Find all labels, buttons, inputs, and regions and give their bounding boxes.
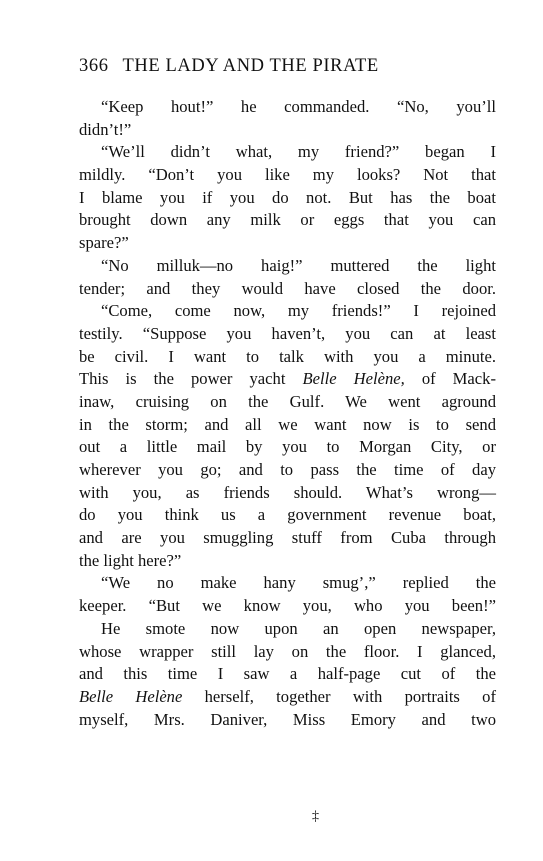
running-title: THE LADY AND THE PIRATE bbox=[122, 56, 379, 76]
text-line: “Keep hout!” he commanded. “No, you’ll bbox=[101, 97, 496, 116]
text-line: with you, as friends should. What’s wrong— bbox=[79, 482, 496, 502]
text-line: I blame you if you do not. But has the boat bbox=[79, 187, 496, 207]
text-line: and this time I saw a half-page cut of the bbox=[79, 664, 496, 684]
text-segment: herself, together with portraits of bbox=[182, 686, 496, 706]
text-line: “Come, come now, my friends!” I rejoined bbox=[101, 301, 496, 321]
text-line: testily. “Suppose you haven’t, you can at least bbox=[79, 323, 496, 343]
text-line bbox=[79, 686, 496, 709]
text-segment: This is the power yacht bbox=[79, 369, 303, 389]
text-line: “No milluk—no haig!” muttered the light bbox=[101, 255, 496, 275]
yacht-name: Belle Helène bbox=[79, 686, 183, 706]
text-line: out a little mail by you to Morgan City, or bbox=[79, 437, 496, 457]
text-line: didn’t!” bbox=[79, 119, 132, 139]
text-line: wherever you go; and to pass the time of day bbox=[79, 460, 496, 479]
text-line: brought down any milk or eggs that you can bbox=[79, 210, 496, 230]
text-line: He smote now upon an open newspaper, bbox=[101, 618, 496, 638]
text-line: spare?” bbox=[79, 233, 129, 253]
text-segment: of Mack- bbox=[404, 369, 496, 389]
text-line: and are you smuggling stuff from Cuba through bbox=[79, 528, 496, 548]
text-line: in the storm; and all we want now is to send bbox=[79, 414, 496, 434]
text-line: do you think us a government revenue boat, bbox=[79, 505, 496, 525]
text-line: keeper. “But we know you, who you been!” bbox=[79, 596, 496, 616]
text-line: myself, Mrs. Daniver, Miss Emory and two bbox=[79, 709, 496, 729]
text-line: “We’ll didn’t what, my friend?” began I bbox=[101, 142, 496, 162]
text-line: tender; and they would have closed the door. bbox=[79, 278, 496, 298]
signature-mark: ‡ bbox=[312, 809, 319, 824]
text-line: whose wrapper still lay on the floor. I glanced, bbox=[79, 641, 496, 661]
yacht-name: Belle Helène, bbox=[302, 369, 405, 389]
text-line: be civil. I want to talk with you a minute. bbox=[79, 346, 496, 366]
text-line bbox=[79, 368, 496, 391]
body-text bbox=[79, 96, 496, 731]
running-header bbox=[79, 56, 379, 77]
text-line: “We no make hany smug’,” replied the bbox=[101, 573, 496, 593]
page-number: 366 bbox=[79, 56, 109, 76]
text-line: the light here?” bbox=[79, 550, 182, 570]
text-line: inaw, cruising on the Gulf. We went aground bbox=[79, 391, 496, 411]
text-line: mildly. “Don’t you like my looks? Not that bbox=[79, 165, 496, 185]
